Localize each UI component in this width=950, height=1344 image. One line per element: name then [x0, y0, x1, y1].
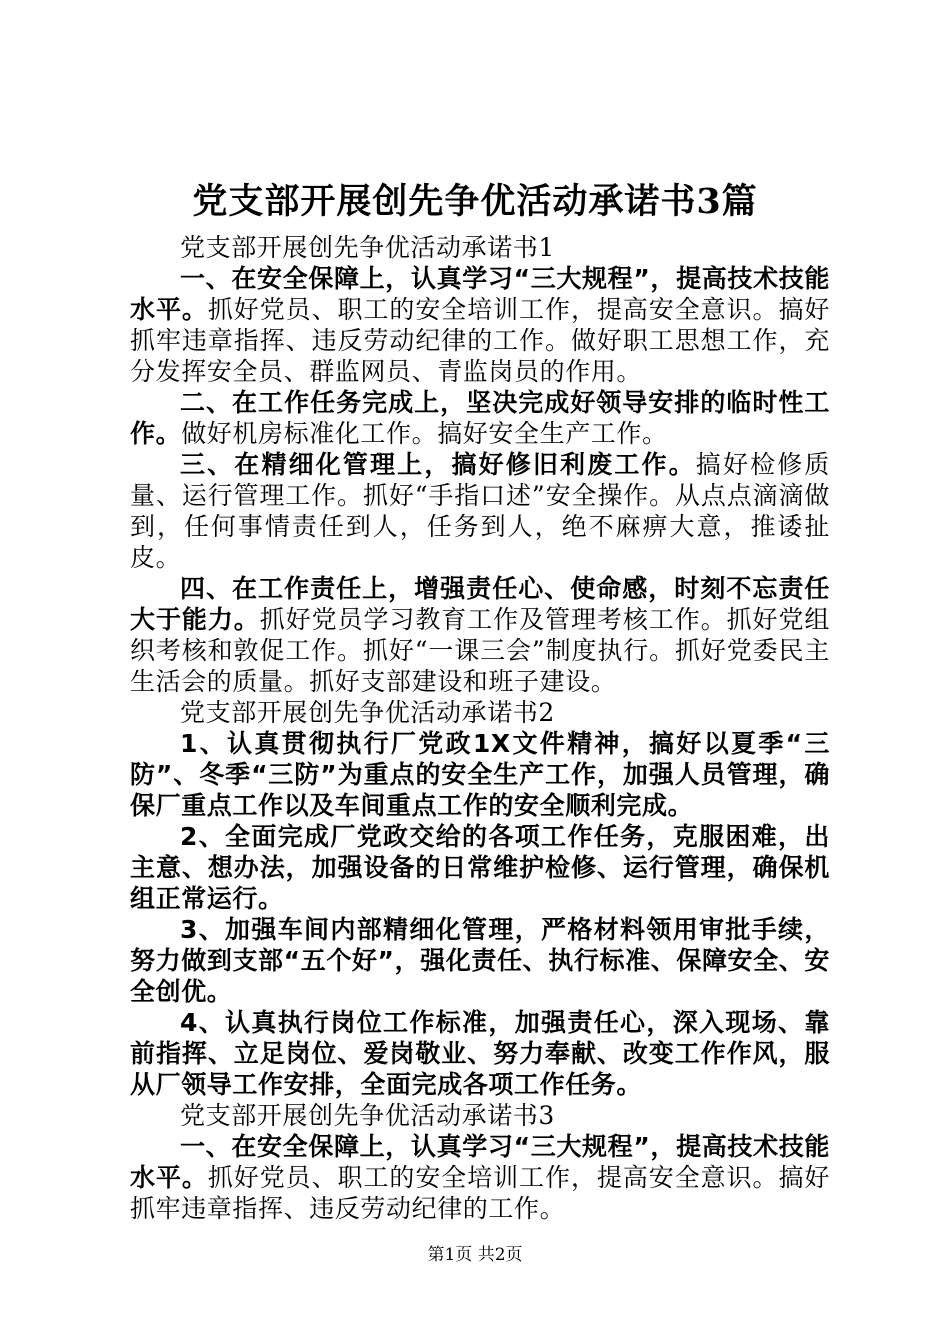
- paragraph: [130, 387, 830, 449]
- paragraph-rest: 抓好党员、职工的安全培训工作，提高安全意识。搞好抓牢违章指挥、违反劳动纪律的工作。: [130, 1163, 830, 1223]
- paragraph-rest: 抓好党员学习教育工作及管理考核工作。抓好党组织考核和敦促工作。抓好“一课三会”制度执行。抓好党委民主生活会的质量。抓好支部建设和班子建设。: [130, 605, 830, 696]
- paragraph-lead: 4、认真执行岗位工作标准，加强责任心，深入现场、靠前指挥、立足岗位、爱岗敬业、努力奉献、改变工作作风，服从厂领导工作安排，全面完成各项工作任务。: [130, 1008, 830, 1099]
- paragraph: [130, 821, 830, 914]
- paragraph-lead: 二、在工作任务完成上，坚决完成好领导安排的临时性工作。: [130, 388, 830, 448]
- paragraph: [130, 1007, 830, 1100]
- document-title: 党支部开展创先争优活动承诺书3篇: [192, 181, 758, 222]
- page-number: 第1页 共2页: [427, 1245, 523, 1265]
- paragraph-lead: 1、认真贯彻执行厂党政1X文件精神，搞好以夏季“三防”、冬季“三防”为重点的安全生产工作，加强人员管理，确保厂重点工作以及车间重点工作的安全顺利完成。: [130, 729, 830, 820]
- section-heading: 党支部开展创先争优活动承诺书3: [180, 1101, 555, 1130]
- paragraph-lead: 3、加强车间内部精细化管理，严格材料领用审批手续，努力做到支部“五个好”，强化责任、执行标准、保障安全、安全创优。: [130, 915, 830, 1006]
- section-heading: 党支部开展创先争优活动承诺书2: [180, 698, 555, 727]
- paragraph-rest: 做好机房标准化工作。搞好安全生产工作。: [181, 419, 668, 448]
- paragraph: [130, 1131, 830, 1224]
- document-body: [130, 232, 830, 1224]
- paragraph: [130, 728, 830, 821]
- paragraph-lead: 2、全面完成厂党政交给的各项工作任务，克服困难，出主意、想办法，加强设备的日常维护检修、运行管理，确保机组正常运行。: [130, 822, 830, 913]
- paragraph: [130, 263, 830, 387]
- paragraph-rest: 抓好党员、职工的安全培训工作，提高安全意识。搞好抓牢违章指挥、违反劳动纪律的工作。做好职工思想工作，充分发挥安全员、群监网员、青监岗员的作用。: [130, 295, 830, 386]
- paragraph-lead: 一、在安全保障上，认真学习“三大规程”，提高技术技能水平。: [130, 1132, 830, 1192]
- paragraph: [130, 914, 830, 1007]
- paragraph: [130, 573, 830, 697]
- paragraph-lead: 三、在精细化管理上，搞好修旧利废工作。: [180, 450, 696, 479]
- paragraph: [130, 449, 830, 573]
- section-heading: 党支部开展创先争优活动承诺书1: [180, 233, 555, 262]
- paragraph-lead: 四、在工作责任上，增强责任心、使命感，时刻不忘责任大于能力。: [130, 574, 830, 634]
- paragraph-lead: 一、在安全保障上，认真学习“三大规程”，提高技术技能水平。: [130, 264, 830, 324]
- paragraph-rest: 搞好检修质量、运行管理工作。抓好“手指口述”安全操作。从点点滴滴做到，任何事情责任到人，任务到人，绝不麻痹大意，推诿扯皮。: [130, 450, 830, 572]
